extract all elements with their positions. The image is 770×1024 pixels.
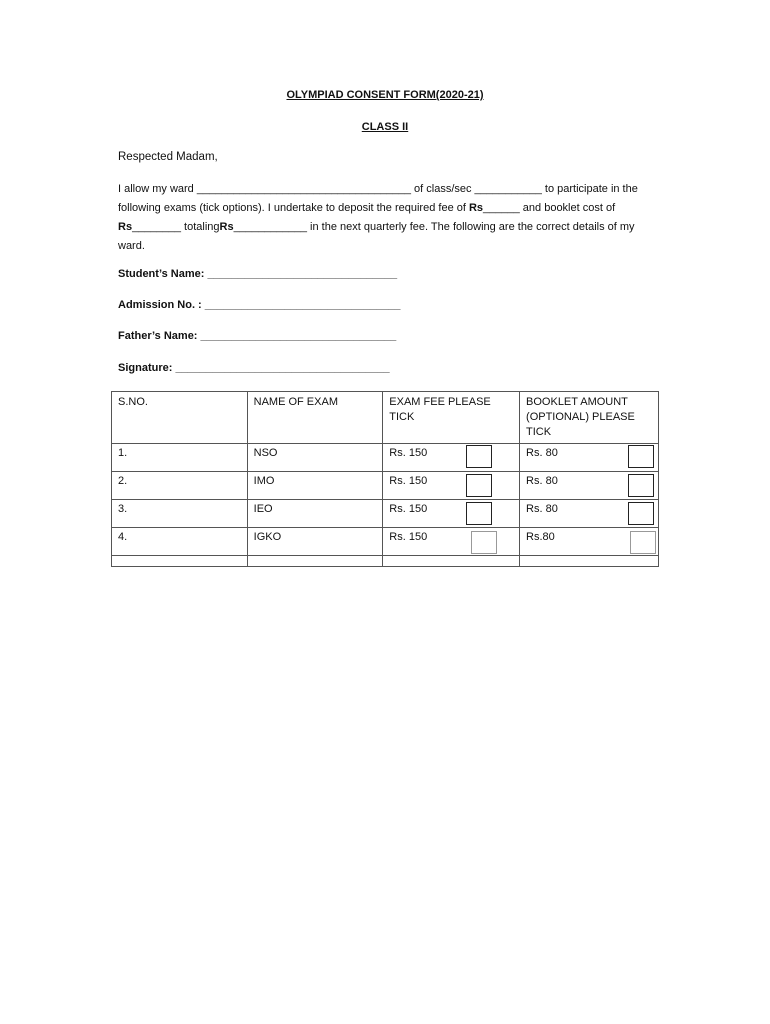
admission-no-field[interactable]: Admission No. : ________________________________ (118, 299, 401, 311)
row-exam-name: IEO (247, 500, 383, 528)
booklet-checkbox[interactable] (628, 502, 654, 525)
row-booklet-amount: Rs. 80 (526, 475, 558, 487)
booklet-checkbox[interactable] (630, 531, 656, 554)
header-exam-fee: EXAM FEE PLEASE TICK (383, 392, 520, 444)
row-sno: 3. (112, 500, 248, 528)
row-exam-fee-cell (383, 472, 520, 500)
table-row (112, 528, 659, 556)
fee-checkbox[interactable] (466, 474, 492, 497)
row-exam-fee: Rs. 150 (389, 503, 428, 515)
row-sno: 4. (112, 528, 248, 556)
paragraph-rs-3: Rs (219, 221, 234, 233)
table-row (112, 500, 659, 528)
empty-cell (247, 556, 383, 567)
paragraph-text-2: ______ and booklet cost of (483, 202, 616, 214)
row-exam-fee: Rs. 150 (389, 531, 428, 543)
row-sno: 2. (112, 472, 248, 500)
row-booklet-amount: Rs. 80 (526, 503, 558, 515)
row-booklet-cell (520, 472, 659, 500)
signature-field[interactable]: Signature: ___________________________________ (118, 362, 390, 374)
table-row (112, 444, 659, 472)
class-label: CLASS II (361, 121, 409, 133)
empty-cell (520, 556, 659, 567)
row-exam-fee-cell (383, 528, 520, 556)
row-booklet-amount: Rs. 80 (526, 447, 558, 459)
header-exam-name: NAME OF EXAM (247, 392, 383, 444)
row-sno: 1. (112, 444, 248, 472)
paragraph-rs-1: Rs (468, 202, 484, 214)
header-booklet-amount: BOOKLET AMOUNT (OPTIONAL) PLEASE TICK (520, 392, 659, 444)
empty-cell (383, 556, 520, 567)
fee-checkbox[interactable] (466, 445, 492, 468)
row-exam-fee-cell (383, 444, 520, 472)
form-title: OLYMPIAD CONSENT FORM(2020-21) (286, 89, 484, 101)
greeting: Respected Madam, (118, 151, 218, 163)
table-row (112, 472, 659, 500)
booklet-checkbox[interactable] (628, 445, 654, 468)
consent-paragraph (118, 180, 658, 256)
header-sno: S.NO. (112, 392, 248, 444)
row-booklet-cell (520, 500, 659, 528)
row-booklet-cell (520, 444, 659, 472)
paragraph-text-1: I allow my ward ___________________________________ of class/sec ___________ to participate in the following exams (tick options). I undertake to deposit the required fee of (118, 183, 638, 214)
row-exam-name: IGKO (247, 528, 383, 556)
fee-checkbox[interactable] (471, 531, 497, 554)
father-name-field[interactable]: Father’s Name: ________________________________ (118, 330, 397, 342)
student-name-field[interactable]: Student’s Name: _______________________________ (118, 268, 398, 280)
table-row-empty (112, 556, 659, 567)
row-exam-name: IMO (247, 472, 383, 500)
fee-checkbox[interactable] (466, 502, 492, 525)
booklet-checkbox[interactable] (628, 474, 654, 497)
paragraph-rs-2: Rs (118, 221, 133, 233)
paragraph-text-3: ________ totaling (132, 221, 220, 233)
paragraph-text-4: ____________ in the next quarterly fee. The following are the correct details of my ward. (118, 221, 635, 252)
row-exam-fee: Rs. 150 (389, 475, 428, 487)
row-exam-fee-cell (383, 500, 520, 528)
row-exam-fee: Rs. 150 (389, 447, 428, 459)
exam-table (111, 391, 659, 567)
row-booklet-amount: Rs.80 (526, 531, 555, 543)
row-booklet-cell (520, 528, 659, 556)
empty-cell (112, 556, 248, 567)
row-exam-name: NSO (247, 444, 383, 472)
table-header-row (112, 392, 659, 444)
